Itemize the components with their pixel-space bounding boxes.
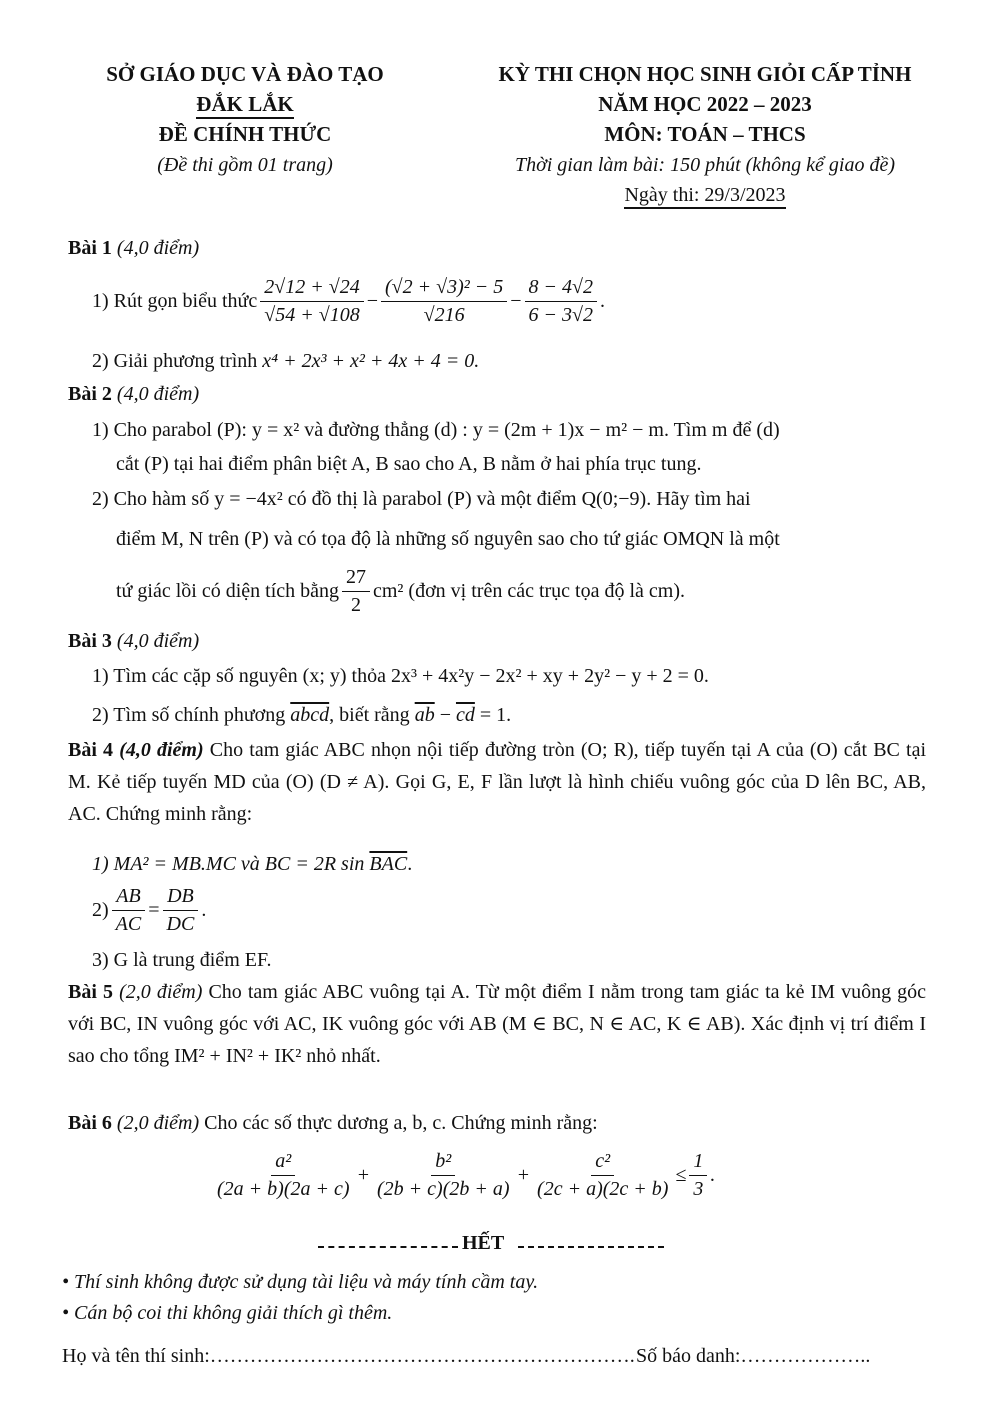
subject: MÔN: TOÁN – THCS — [604, 122, 806, 146]
end-mark: HẾT — [462, 1232, 505, 1254]
bai1-q2 — [92, 350, 479, 373]
minus-sign: − — [434, 704, 456, 726]
exam-date — [440, 184, 970, 207]
bai6-inequality — [210, 1150, 715, 1201]
ab-number: $\overline{ab}$ — [414, 704, 435, 726]
bai6-points: (2,0 điểm) — [116, 1112, 200, 1134]
bai2-title: Bài 2 — [68, 383, 112, 405]
bai4-q2 — [92, 885, 206, 936]
bai6-heading — [68, 1112, 598, 1135]
page-count: (Đề thi gồm 01 trang) — [157, 154, 333, 176]
province-name-text: ĐẮK LẮK — [196, 92, 293, 119]
leq-sign: ≤ — [675, 1164, 687, 1186]
bai2-q2-line3a: tứ giác lồi có diện tích bằng — [116, 580, 339, 602]
bai1-q2-text: 2) Giải phương trình — [92, 350, 258, 372]
area-num: 27 — [342, 566, 370, 592]
frac1-den: √54 + √108 — [264, 304, 360, 326]
bai6-text: Cho các số thực dương a, b, c. Chứng minh rằng: — [204, 1112, 598, 1134]
plus-sign: + — [356, 1164, 371, 1186]
one-third-den: 3 — [693, 1178, 704, 1200]
term-b — [373, 1150, 514, 1201]
bai3-q2a: 2) Tìm số chính phương — [92, 704, 286, 726]
one-third-num: 1 — [689, 1150, 707, 1176]
bai2-q2-line2: điểm M, N trên (P) và có tọa độ là những số nguyên sao cho tứ giác OMQN là một — [116, 528, 780, 550]
bai6-title: Bài 6 — [68, 1112, 112, 1134]
bai4-q3: 3) G là trung điểm EF. — [92, 949, 272, 971]
term-b-den: (2b + c)(2b + a) — [377, 1178, 510, 1200]
term-a-den: (2a + b)(2a + c) — [217, 1178, 350, 1200]
bai1-q1 — [92, 276, 605, 327]
bai3-q2b: , biết rằng — [329, 704, 410, 726]
bai1-q2-equation: x⁴ + 2x³ + x² + 4x + 4 = 0. — [262, 350, 480, 372]
frac1-num: 2√12 + √24 — [260, 276, 363, 302]
term-b-num: b² — [431, 1150, 455, 1176]
bai5-title: Bài 5 — [68, 981, 113, 1003]
term-a-num: a² — [271, 1150, 295, 1176]
bai4-q2-label: 2) — [92, 899, 109, 921]
bai1-fraction-2 — [381, 276, 507, 327]
bai1-points: (4,0 điểm) — [116, 237, 200, 259]
end-dash-left — [318, 1246, 458, 1248]
frac2-den: √216 — [423, 304, 465, 326]
bai3-heading — [68, 630, 199, 653]
db-num: DB — [163, 885, 198, 911]
note-2: • Cán bộ coi thi không giải thích gì thêm. — [62, 1302, 393, 1324]
period: . — [710, 1164, 716, 1186]
db-dc-fraction — [163, 885, 199, 936]
bai1-fraction-1 — [260, 276, 363, 327]
bai5-text: Cho tam giác ABC vuông tại A. Từ một điểm I nằm trong tam giác ta kẻ IM vuông góc với BC, IN vuông góc với AC, IK vuông góc với AB (M ∈ BC, N ∈ AC, K ∈ AB). Xác định vị trí điểm I sao cho tổng IM² + IN² + IK² nhỏ nhất. — [68, 981, 927, 1067]
bai4-q1 — [92, 853, 412, 876]
period: . — [201, 899, 207, 921]
bai1-fraction-3 — [525, 276, 597, 327]
bai2-q2-line3 — [116, 566, 685, 617]
ab-ac-fraction — [112, 885, 146, 936]
official-label: ĐỀ CHÍNH THỨC — [158, 122, 332, 146]
ac-den: AC — [115, 913, 142, 935]
bai1-title: Bài 1 — [68, 237, 112, 259]
bai2-points: (4,0 điểm) — [116, 383, 200, 405]
area-fraction — [342, 566, 370, 617]
frac2-num: (√2 + √3)² − 5 — [381, 276, 507, 302]
candidate-name-line: Họ và tên thí sinh:………………………………………………………. — [62, 1345, 635, 1367]
term-c-den: (2c + a)(2c + b) — [537, 1178, 669, 1200]
bai1-q1-text: 1) Rút gọn biểu thức — [92, 290, 258, 312]
minus-sign: − — [510, 290, 522, 312]
end-dash-right — [518, 1246, 664, 1248]
term-c-num: c² — [591, 1150, 614, 1176]
bai4-q1b: . — [407, 853, 413, 875]
bai4-q1a: 1) MA² = MB.MC và BC = 2R sin — [92, 853, 365, 875]
cd-number: $\overline{cd}$ — [455, 704, 475, 726]
area-den: 2 — [351, 594, 361, 616]
minus-sign: − — [366, 290, 378, 312]
bai2-q2-line3b: cm² (đơn vị trên các trục tọa độ là cm). — [373, 580, 686, 602]
bai4-paragraph — [68, 734, 926, 830]
bai4-title: Bài 4 — [68, 739, 114, 761]
bai4-text: Cho tam giác ABC nhọn nội tiếp đường tròn (O; R), tiếp tuyến tại A của (O) cắt BC tại M. Kẻ tiếp tuyến MD của (O) (D ≠ A). Gọi G, E, F lần lượt là hình chiếu vuông góc của D lên BC, AB, AC. Chứng minh rằng: — [68, 739, 927, 825]
one-third — [689, 1150, 707, 1201]
bai3-q1: 1) Tìm các cặp số nguyên (x; y) thỏa 2x³ + 4x²y − 2x² + xy + 2y² − y + 2 = 0. — [92, 665, 709, 687]
time-limit: Thời gian làm bài: 150 phút (không kể giao đề) — [514, 154, 896, 176]
province-name — [60, 92, 430, 117]
bai2-q1-line2: cắt (P) tại hai điểm phân biệt A, B sao cho A, B nằm ở hai phía trục tung. — [116, 453, 702, 475]
bai2-q1-line1: 1) Cho parabol (P): y = x² và đường thẳng (d) : y = (2m + 1)x − m² − m. Tìm m để (d) — [92, 419, 780, 441]
term-a — [213, 1150, 354, 1201]
dc-den: DC — [166, 913, 195, 935]
exam-date-text: Ngày thi: 29/3/2023 — [624, 184, 785, 209]
equals-sign: = — [148, 899, 160, 921]
bai2-q2-line1: 2) Cho hàm số y = −4x² có đồ thị là parabol (P) và một điểm Q(0;−9). Hãy tìm hai — [92, 488, 751, 510]
bai3-title: Bài 3 — [68, 630, 112, 652]
plus-sign: + — [516, 1164, 531, 1186]
term-c — [533, 1150, 672, 1201]
bai3-q2 — [92, 704, 511, 727]
ab-num: AB — [112, 885, 144, 911]
bai3-q2c: = 1. — [474, 704, 512, 726]
exam-title: KỲ THI CHỌN HỌC SINH GIỎI CẤP TỈNH — [498, 62, 912, 86]
frac3-den: 6 − 3√2 — [528, 304, 594, 326]
note-1: • Thí sinh không được sử dụng tài liệu và máy tính cầm tay. — [62, 1271, 539, 1293]
abcd-number: abcd — [290, 704, 330, 726]
school-year: NĂM HỌC 2022 – 2023 — [598, 92, 812, 116]
bai5-points: (2,0 điểm) — [119, 981, 203, 1003]
department-name: SỞ GIÁO DỤC VÀ ĐÀO TẠO — [106, 62, 384, 86]
frac3-num: 8 − 4√2 — [525, 276, 597, 302]
bai2-heading — [68, 383, 199, 406]
candidate-number-line: Số báo danh:……………….. — [636, 1345, 871, 1367]
bai4-points: (4,0 điểm) — [119, 739, 204, 761]
angle-bac: $\overline{BAC}$ — [369, 853, 408, 875]
bai3-points: (4,0 điểm) — [116, 630, 200, 652]
bai1-heading — [68, 237, 199, 260]
bai5-paragraph — [68, 976, 926, 1072]
period: . — [600, 290, 606, 312]
